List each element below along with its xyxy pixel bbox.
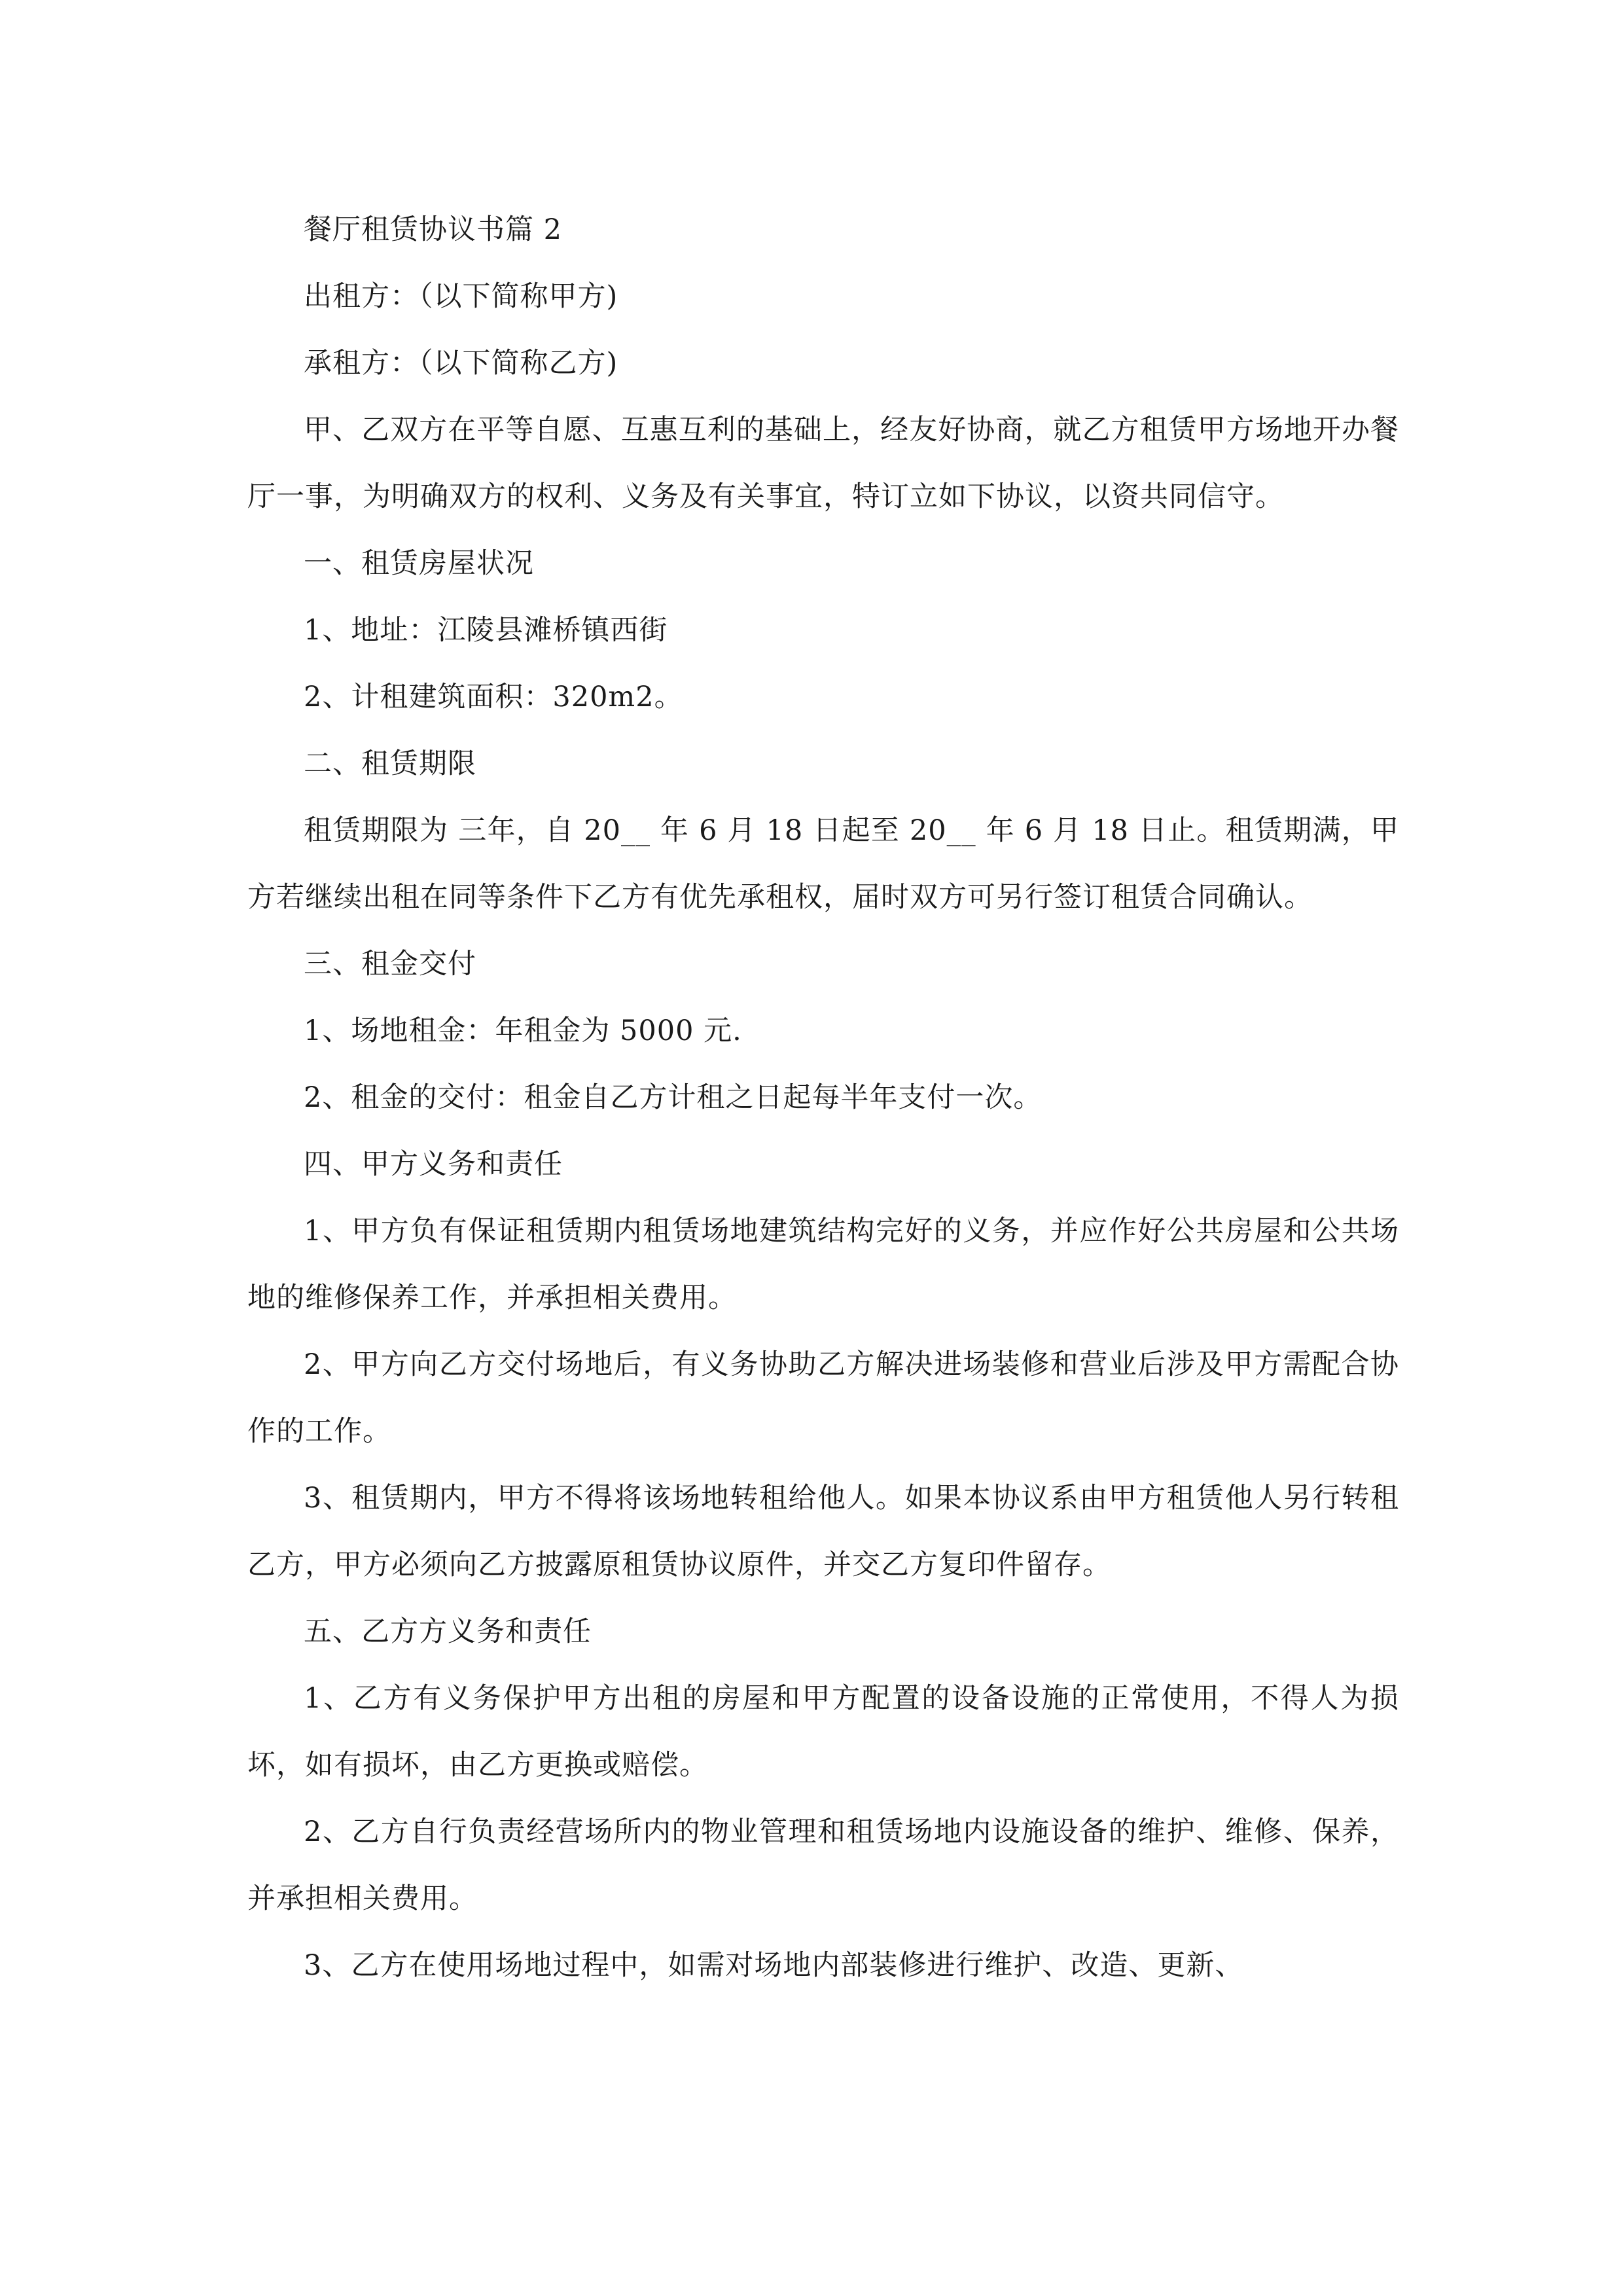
clause-lessor-duty-1: 1、甲方负有保证租赁期内租赁场地建筑结构完好的义务，并应作好公共房屋和公共场地的维修保养工作，并承担相关费用。 <box>247 1215 1399 1314</box>
document-title: 餐厅租赁协议书篇 2 <box>304 213 563 246</box>
section-heading-premises: 一、租赁房屋状况 <box>304 547 534 580</box>
lessor-line: 出租方：（以下简称甲方) <box>304 280 618 313</box>
document-body <box>247 196 1399 1999</box>
section-heading-term: 二、租赁期限 <box>304 747 476 780</box>
lessee-line: 承租方：（以下简称乙方) <box>304 347 618 380</box>
clause-lessee-duty-2: 2、乙方自行负责经营场所内的物业管理和租赁场地内设施设备的维护、维修、保养，并承担相关费用。 <box>247 1816 1399 1915</box>
clause-rent-payment: 2、租金的交付：租金自乙方计租之日起每半年支付一次。 <box>304 1081 1043 1114</box>
preamble-paragraph: 甲、乙双方在平等自愿、互惠互利的基础上，经友好协商，就乙方租赁甲方场地开办餐厅一事，为明确双方的权利、义务及有关事宜，特订立如下协议，以资共同信守。 <box>247 414 1399 513</box>
clause-address: 1、地址：江陵县滩桥镇西街 <box>304 614 668 647</box>
clause-lessee-duty-3: 3、乙方在使用场地过程中，如需对场地内部装修进行维护、改造、更新、 <box>304 1949 1244 1982</box>
section-heading-lessee-duties: 五、乙方方义务和责任 <box>304 1615 592 1648</box>
section-heading-lessor-duties: 四、甲方义务和责任 <box>304 1148 563 1181</box>
clause-lessor-duty-2: 2、甲方向乙方交付场地后，有义务协助乙方解决进场装修和营业后涉及甲方需配合协作的工作。 <box>247 1348 1399 1448</box>
clause-area: 2、计租建筑面积：320m2。 <box>304 681 683 713</box>
clause-lessee-duty-1: 1、乙方有义务保护甲方出租的房屋和甲方配置的设备设施的正常使用，不得人为损坏，如有损坏，由乙方更换或赔偿。 <box>247 1682 1399 1782</box>
clause-term: 租赁期限为 三年，自 20__ 年 6 月 18 日起至 20__ 年 6 月 18 日止。租赁期满，甲方若继续出租在同等条件下乙方有优先承租权，届时双方可另行签订租赁合同确认。 <box>247 814 1399 914</box>
clause-lessor-duty-3: 3、租赁期内，甲方不得将该场地转租给他人。如果本协议系由甲方租赁他人另行转租乙方，甲方必须向乙方披露原租赁协议原件，并交乙方复印件留存。 <box>247 1482 1399 1581</box>
section-heading-rent: 三、租金交付 <box>304 948 476 980</box>
clause-rent-amount: 1、场地租金：年租金为 5000 元. <box>304 1014 742 1047</box>
